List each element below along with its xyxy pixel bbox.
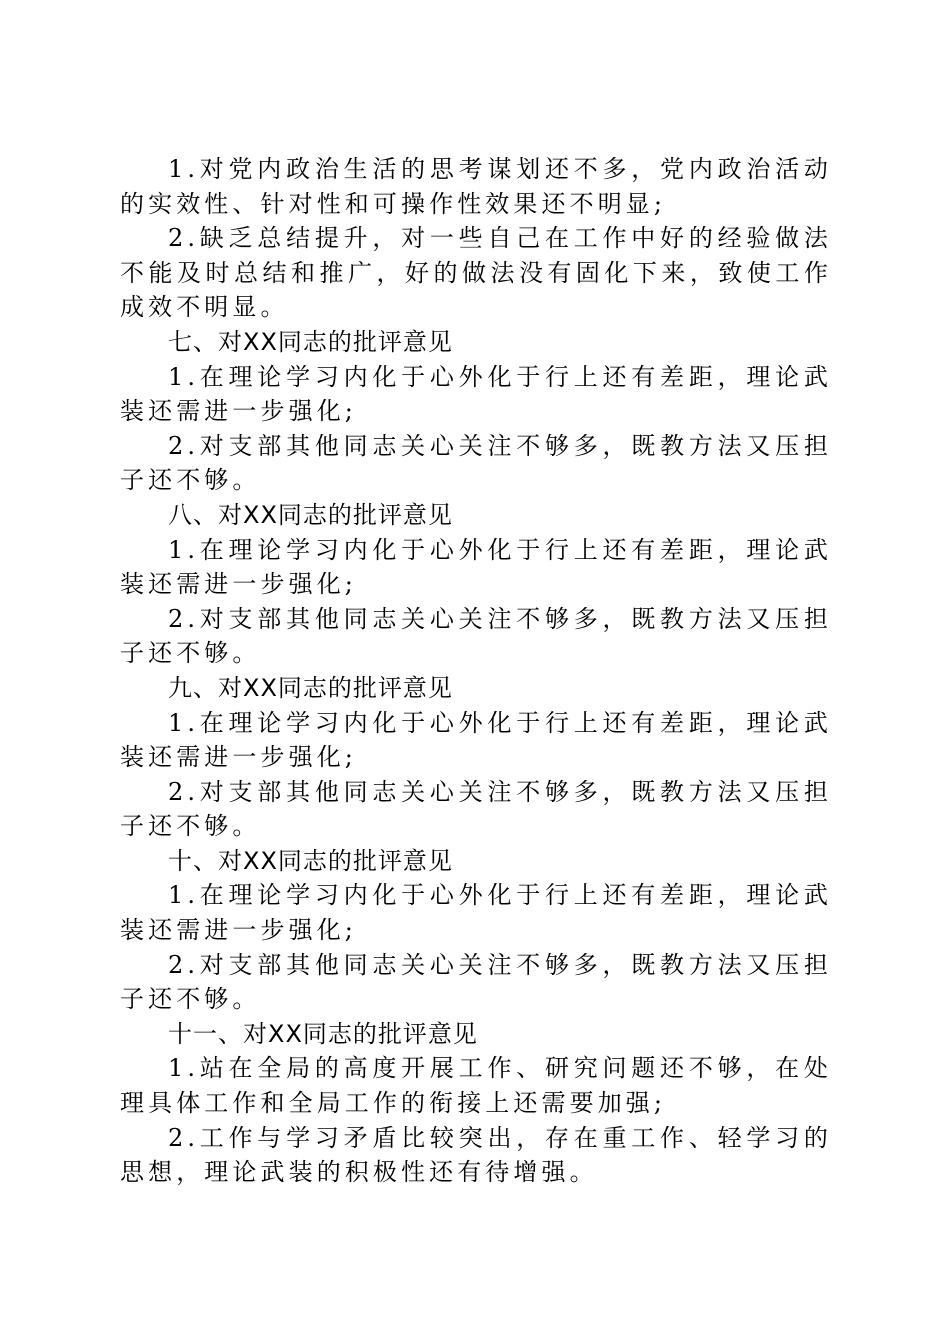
document-page xyxy=(120,152,832,1190)
paragraph-item-2: 2.缺乏总结提升，对一些自己在工作中好的经验做法不能及时总结和推广，好的做法没有固化下来，致使工作成效不明显。 xyxy=(120,224,832,322)
paragraph-item-1: 1.在理论学习内化于心外化于行上还有差距，理论武装还需进一步强化; xyxy=(120,362,832,426)
paragraph-item-2: 2.对支部其他同志关心关注不够多，既教方法又压担子还不够。 xyxy=(120,431,832,495)
paragraph-item-2: 2.工作与学习矛盾比较突出，存在重工作、轻学习的思想，理论武装的积极性还有待增强。 xyxy=(120,1123,832,1187)
section-heading-7: 七、对XX同志的批评意见 xyxy=(168,327,453,356)
paragraph-item-2: 2.对支部其他同志关心关注不够多，既教方法又压担子还不够。 xyxy=(120,950,832,1014)
paragraph-item-1: 1.在理论学习内化于心外化于行上还有差距，理论武装还需进一步强化; xyxy=(120,708,832,772)
paragraph-item-1: 1.站在全局的高度开展工作、研究问题还不够，在处理具体工作和全局工作的衔接上还需要加强; xyxy=(120,1054,832,1118)
section-heading-10: 十、对XX同志的批评意见 xyxy=(168,846,453,875)
paragraph-item-1: 1.在理论学习内化于心外化于行上还有差距，理论武装还需进一步强化; xyxy=(120,881,832,945)
section-heading-11: 十一、对XX同志的批评意见 xyxy=(168,1019,478,1048)
section-heading-9: 九、对XX同志的批评意见 xyxy=(168,673,453,702)
paragraph-item-1: 1.对党内政治生活的思考谋划还不多，党内政治活动的实效性、针对性和可操作性效果还不明显; xyxy=(120,155,832,218)
paragraph-item-2: 2.对支部其他同志关心关注不够多，既教方法又压担子还不够。 xyxy=(120,777,832,841)
paragraph-item-1: 1.在理论学习内化于心外化于行上还有差距，理论武装还需进一步强化; xyxy=(120,535,832,599)
paragraph-item-2: 2.对支部其他同志关心关注不够多，既教方法又压担子还不够。 xyxy=(120,604,832,668)
section-heading-8: 八、对XX同志的批评意见 xyxy=(168,500,453,529)
